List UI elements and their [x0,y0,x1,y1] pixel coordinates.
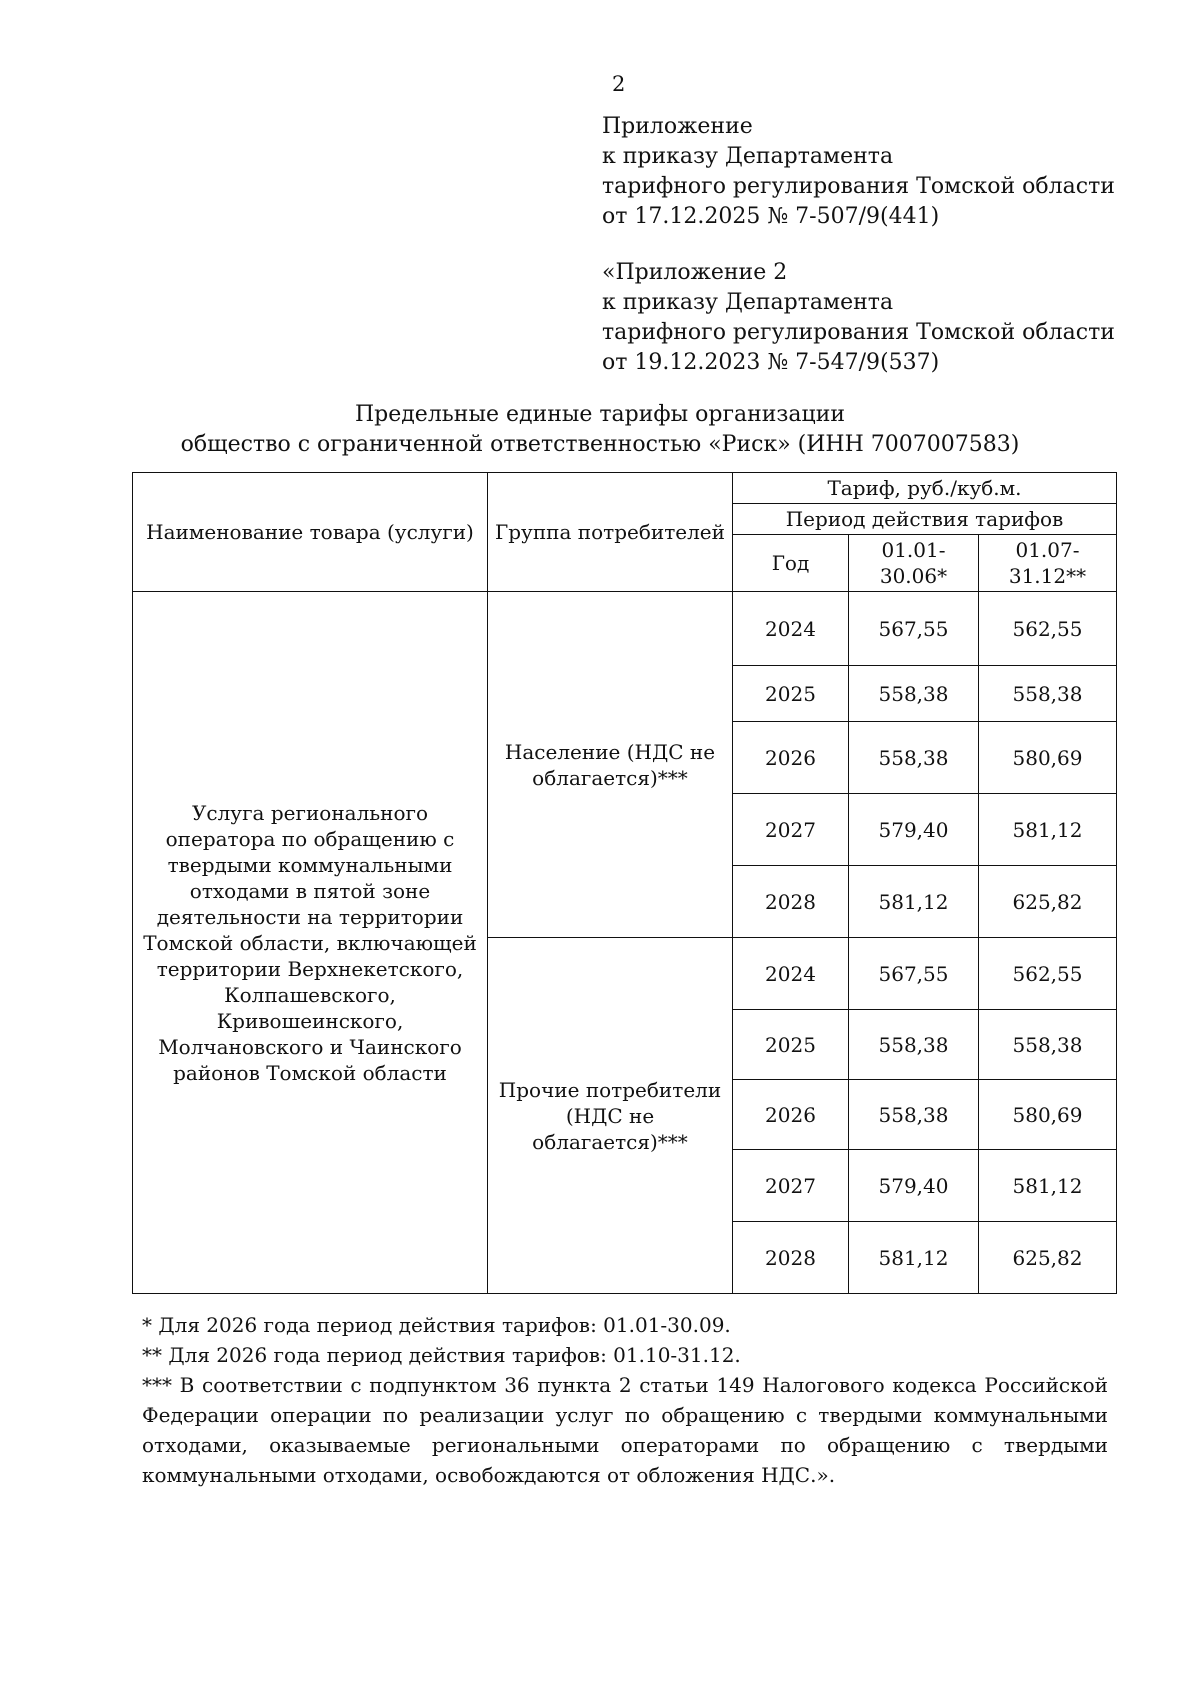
tariff-value-cell: 581,12 [979,1150,1117,1222]
tariff-value-cell: 567,55 [849,938,979,1010]
tariff-value-cell: 562,55 [979,592,1117,666]
appendix-line: тарифного регулирования Томской области [602,174,1115,199]
header-year: Год [733,535,849,592]
header-period: Период действия тарифов [733,504,1117,535]
year-cell: 2026 [733,1080,849,1150]
service-name-cell: Услуга регионального оператора по обращению с твердыми коммунальными отходами в пятой зоне деятельности на территории Томской области, включающей территории Верхнекетского, Колпашевского, Кривошеинского, Молчановского и Чаинского районов Томской области [133,592,488,1294]
tariff-value-cell: 558,38 [849,1010,979,1080]
tariff-value-cell: 558,38 [979,666,1117,722]
year-cell: 2026 [733,722,849,794]
header-service: Наименование товара (услуги) [133,473,488,592]
year-cell: 2024 [733,592,849,666]
appendix-line: Приложение [602,114,753,139]
table-title-line-1: Предельные единые тарифы организации [354,402,846,427]
year-cell: 2025 [733,666,849,722]
tariff-table-body [133,592,1117,1294]
year-cell: 2024 [733,938,849,1010]
tariff-table [132,472,1117,1294]
table-title-line-2: общество с ограниченной ответственностью «Риск» (ИНН 7007007583) [180,432,1020,457]
tariff-value-cell: 579,40 [849,794,979,866]
footnote-2: ** Для 2026 года период действия тарифов: 01.10-31.12. [142,1343,741,1367]
tariff-value-cell: 558,38 [849,1080,979,1150]
page-number: 2 [612,72,626,96]
appendix-header-previous [602,258,1115,378]
appendix-line: «Приложение 2 [602,260,788,285]
tariff-value-cell: 558,38 [849,666,979,722]
tariff-value-cell: 625,82 [979,1222,1117,1294]
tariff-value-cell: 580,69 [979,1080,1117,1150]
year-cell: 2027 [733,1150,849,1222]
tariff-value-cell: 581,12 [979,794,1117,866]
tariff-value-cell: 562,55 [979,938,1117,1010]
appendix-line: тарифного регулирования Томской области [602,320,1115,345]
appendix-line: от 17.12.2025 № 7-507/9(441) [602,204,940,229]
footnote-1: * Для 2026 года период действия тарифов: 01.01-30.09. [142,1313,731,1337]
footnotes [142,1310,1108,1490]
appendix-line: от 19.12.2023 № 7-547/9(537) [602,350,940,375]
year-cell: 2028 [733,866,849,938]
year-cell: 2028 [733,1222,849,1294]
table-title [0,400,1200,460]
tariff-value-cell: 558,38 [849,722,979,794]
appendix-line: к приказу Департамента [602,290,894,315]
tariff-value-cell: 558,38 [979,1010,1117,1080]
year-cell: 2027 [733,794,849,866]
table-row [133,592,1117,666]
tariff-value-cell: 625,82 [979,866,1117,938]
footnote-3: *** В соответствии с подпунктом 36 пункта 2 статьи 149 Налогового кодекса Российской Федерации операции по реализации услуг по обращению с твердыми коммунальными отходами, оказываемые региональными операторами по обращению с твердыми коммунальными отходами, освобождаются от обложения НДС.». [142,1373,1108,1487]
tariff-value-cell: 581,12 [849,866,979,938]
appendix-header-current [602,112,1115,232]
header-period-2: 01.07-31.12** [979,535,1117,592]
consumer-group-cell: Население (НДС не облагается)*** [488,592,733,938]
tariff-value-cell: 579,40 [849,1150,979,1222]
tariff-value-cell: 581,12 [849,1222,979,1294]
header-tariff: Тариф, руб./куб.м. [733,473,1117,504]
tariff-value-cell: 567,55 [849,592,979,666]
year-cell: 2025 [733,1010,849,1080]
header-consumer-group: Группа потребителей [488,473,733,592]
consumer-group-cell: Прочие потребители (НДС не облагается)*** [488,938,733,1294]
header-period-1: 01.01-30.06* [849,535,979,592]
appendix-line: к приказу Департамента [602,144,894,169]
tariff-value-cell: 580,69 [979,722,1117,794]
